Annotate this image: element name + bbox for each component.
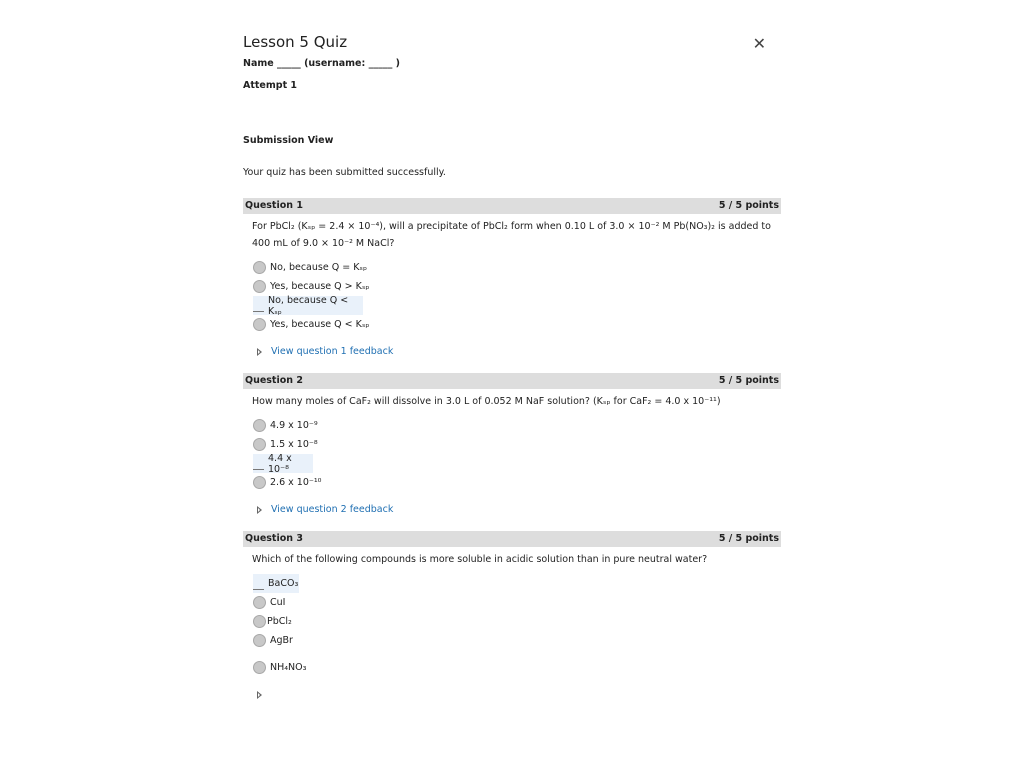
answer-option[interactable] [253,277,781,296]
submission-message: Your quiz has been submitted successfully. [243,167,446,178]
radio-button[interactable] [253,634,266,647]
answer-label: 1.5 x 10⁻⁸ [270,439,318,450]
radio-button[interactable] [253,305,264,312]
question-points: 5 / 5 points [718,200,779,211]
question-1 [243,198,781,357]
question-text: How many moles of CaF₂ will dissolve in 3.0 L of 0.052 M NaF solution? (Kₛₚ for CaF₂ = 4.0 x 10⁻¹¹) [252,396,721,407]
answer-option[interactable] [253,593,781,612]
question-text: Which of the following compounds is more soluble in acidic solution than in pure neutral water? [252,554,708,565]
answer-option[interactable] [253,258,781,277]
question-2 [243,373,781,515]
page-title: Lesson 5 Quiz [243,33,348,51]
answer-label: CuI [270,597,286,608]
feedback-toggle[interactable] [243,677,781,699]
question-text: For PbCl₂ (Kₛₚ = 2.4 × 10⁻⁴), will a precipitate of PbCl₂ form when 0.10 L of 3.0 × 10⁻² M Pb(NO₃)₂ is added to 400 mL of 9.0 × 10⁻² M NaCl? [252,221,771,249]
answer-label: 4.4 x 10⁻⁸ [268,452,292,475]
expand-triangle-icon[interactable] [257,348,262,356]
question-3 [243,531,781,699]
answer-list [243,568,781,677]
radio-button[interactable] [253,583,264,590]
radio-button[interactable] [253,318,266,331]
close-icon[interactable]: ✕ [752,34,766,53]
question-label: Question 3 [245,533,303,544]
answer-label: 4.9 x 10⁻⁹ [270,420,318,431]
answer-option[interactable] [253,612,781,631]
answer-label: NH₄NO₃ [270,662,307,673]
question-header [243,531,781,547]
answer-label: BaCO₃ [268,578,299,589]
answer-option[interactable] [253,658,781,677]
answer-option[interactable] [253,416,781,435]
answer-option-selected[interactable] [253,296,363,315]
radio-button[interactable] [253,476,266,489]
question-header [243,373,781,389]
radio-button[interactable] [253,463,264,470]
submission-heading: Submission View [243,135,334,146]
answer-option[interactable] [253,473,781,492]
answer-list [243,410,781,492]
radio-button[interactable] [253,661,266,674]
question-points: 5 / 5 points [718,375,779,386]
answer-option[interactable] [253,315,781,334]
radio-button[interactable] [253,280,266,293]
expand-triangle-icon[interactable] [257,691,262,699]
attempt-label: Attempt 1 [243,80,298,91]
question-points: 5 / 5 points [718,533,779,544]
name-line: Name _____ (username: _____ ) [243,58,400,69]
radio-button[interactable] [253,261,266,274]
answer-label: Yes, because Q < Kₛₚ [270,319,370,330]
feedback-toggle[interactable] [243,492,781,515]
question-label: Question 1 [245,200,303,211]
quiz-sheet [243,28,781,699]
radio-button[interactable] [253,615,266,628]
radio-button[interactable] [253,438,266,451]
question-label: Question 2 [245,375,303,386]
feedback-toggle[interactable] [243,334,781,357]
feedback-link[interactable]: View question 1 feedback [271,346,394,357]
answer-label: No, because Q = Kₛₚ [270,262,368,273]
expand-triangle-icon[interactable] [257,506,262,514]
answer-label: No, because Q < Kₛₚ [268,294,349,317]
answer-option[interactable] [253,435,781,454]
feedback-link[interactable]: View question 2 feedback [271,504,394,515]
answer-label: 2.6 x 10⁻¹⁰ [270,477,322,488]
answer-label: Yes, because Q > Kₛₚ [270,281,370,292]
radio-button[interactable] [253,596,266,609]
answer-label: PbCl₂ [267,616,292,627]
question-header [243,198,781,214]
answer-option-selected[interactable] [253,454,313,473]
answer-option-selected[interactable] [253,574,299,593]
answer-option[interactable] [253,631,781,650]
answer-label: AgBr [270,635,293,646]
answer-list [243,252,781,334]
radio-button[interactable] [253,419,266,432]
